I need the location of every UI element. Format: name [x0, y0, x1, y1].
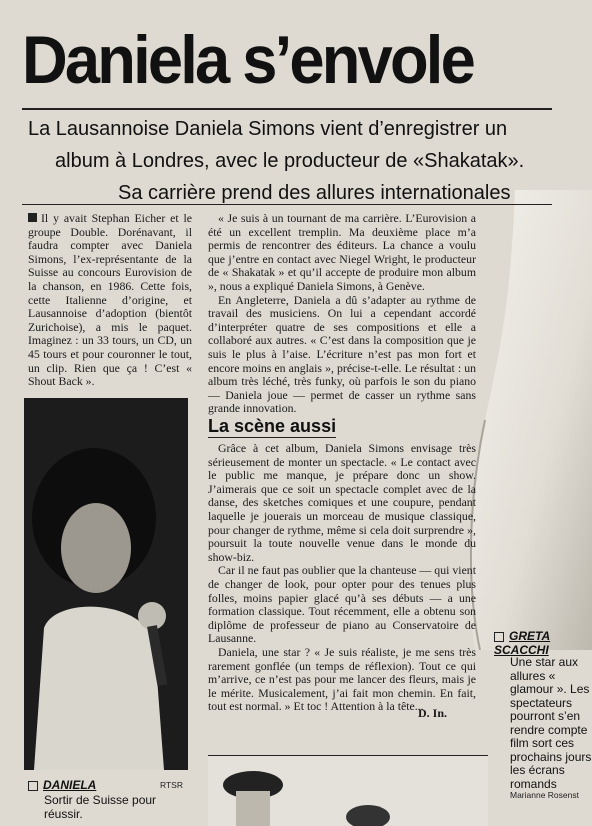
bottom-image	[208, 755, 488, 826]
dek-rule	[22, 204, 552, 205]
daniela-image	[24, 398, 188, 770]
dek-line-1: La Lausannoise Daniela Simons vient d’enregistrer un	[28, 118, 508, 140]
paragraph: Car il ne faut pas oublier que la chanteuse — qui vient de changer de look, pour opter pour des tenues plus folles, moins papier glacé qu’à ses débuts — a une formation classique. Tout récemment, elle a obtenu son diplôme de professeur de piano au Conservatoire de Lausanne.	[208, 563, 476, 646]
headline-rule	[22, 108, 552, 110]
daniela-photo-credit: RTSR	[160, 780, 183, 790]
author-signature: D. In.	[418, 706, 448, 720]
caption-box-icon	[28, 781, 38, 791]
dek-line-3: Sa carrière prend des allures internationales	[118, 182, 511, 204]
daniela-caption: Sortir de Suisse pour réussir.	[44, 793, 157, 821]
main-column	[208, 212, 476, 416]
bottom-photo	[208, 755, 488, 826]
paragraph: Grâce à cet album, Daniela Simons envisage très sérieusement de monter un spectacle. « Le contact avec le public me manque, je prépare donc un show. J’aimerais que ce soit un spectacle complet avec de la danse, des sketches comiques et une coupure, pendant laquelle je jouerais un morceau de musique classique, pour changer de rythme, même si cela doit surprendre », poursuit la toute nouvelle venue dans le monde du show-biz.	[208, 441, 476, 564]
paragraph: Daniela, une star ? « Je suis réaliste, je me sens très rarement gonflée (un temps de réflexion). Tout ce qui m’arrive, ce n’est pas pour me lancer des fleurs, mais je le mérite. Musicalement, j’ai fait mon chemin. En fait, tout est normal. » Et toc ! Attention à la tête...	[208, 644, 476, 714]
intro-text: Il y avait Stephan Eicher et le groupe Double. Dorénavant, il faudra compter avec Daniela Simons, l’ex-représentante de la Suisse au concours Eurovision de la chanson, en 1986. Cette fois, cette Italienne d’origine, et Lausannoise d’adoption (bientôt Zurichoise), a mis le paquet. Imaginez : un 33 tours, un CD, un 45 tours et pour couronner le tout, un clip. Rien que ça ! C’est « Shout Back ».	[28, 211, 192, 389]
headline: Daniela s’envole	[22, 22, 473, 98]
paragraph: En Angleterre, Daniela a dû s’adapter au rythme de travail des musiciens. On lui a cependant accordé d’interpréter quatre de ses compositions et elle a collaboré aux autres. « C’est dans la composition que je suis le plus à l’aise. L’écriture n’est pas mon fort et encore moins en anglais », précise-t-elle. Le résultat : un album très léché, très funky, où parfois le son du piano — Daniela joue — permet de casser un rythme sans grande innovation.	[208, 292, 476, 416]
caption-box-icon	[494, 632, 504, 642]
paragraph: « Je suis à un tournant de ma carrière. L’Eurovision a été un excellent tremplin. Ma deuxième place m’a permis de rencontrer des éditeurs. La chance a voulu que j’entre en contact avec Niegel Wright, le producteur de « Shakatak » et qu’il accepte de produire mon album », nous a expliqué Daniela Simons, à Genève.	[208, 211, 476, 293]
subhead: La scène aussi	[208, 416, 337, 436]
drop-square	[28, 213, 37, 222]
intro-column	[28, 212, 192, 389]
greta-photo-credit: Marianne Rosenst	[510, 790, 579, 800]
main-column-continued	[208, 442, 476, 714]
greta-caption: Une star aux allures « glamour ». Les spectateurs pourront s’en rendre compte film sort ces prochains jours les écrans romands	[510, 655, 592, 791]
greta-caption-name: GRETA SCACCHI	[494, 629, 551, 657]
daniela-caption-name: DANIELA	[28, 778, 96, 792]
daniela-photo	[24, 398, 188, 770]
dek-line-2: album à Londres, avec le producteur de «Shakatak».	[55, 150, 525, 172]
